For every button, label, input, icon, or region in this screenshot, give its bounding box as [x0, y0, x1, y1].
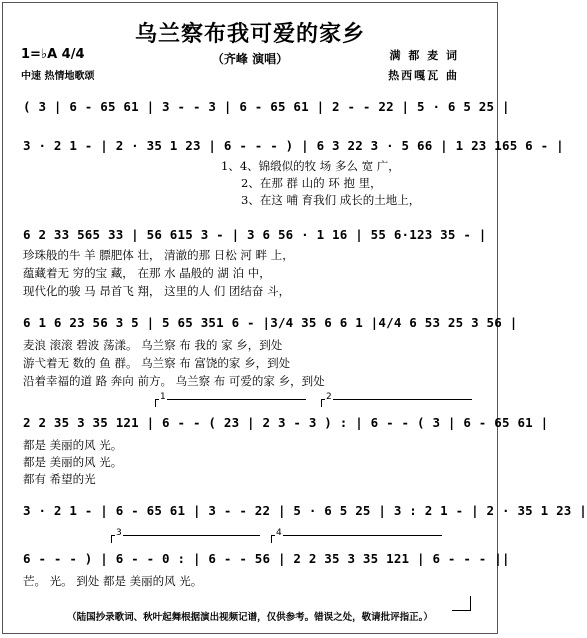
- lyric-line: 都是 美丽的风 光。: [23, 455, 123, 469]
- corner-mark: [452, 596, 471, 611]
- singer-credit: （齐峰 演唱）: [211, 52, 289, 66]
- composer-credit: 热西嘎瓦 曲: [388, 69, 459, 82]
- footnote: （陆国抄录歌词、秋叶起舞根据演出视频记谱，仅供参考。错误之处，敬请批评指正。）: [67, 612, 433, 623]
- volta-bracket: 2: [321, 399, 472, 407]
- lyric-line: 芒。 光。 到处 都是 美丽的风 光。: [23, 574, 203, 588]
- lyric-line: 游弋着无 数的 鱼 群。 乌兰察 布 富饶的家 乡，到处: [23, 356, 291, 370]
- lyric-line: 2、在那 群 山的 环 抱 里，: [241, 176, 382, 190]
- tempo-marking: 中速 热情地歌颂: [21, 71, 95, 82]
- staff-line-7: 6 - - - ) | 6 - - 0 : | 6 - - 56 | 2 2 35 3 35 121 | 6 - - - ||: [23, 551, 510, 566]
- staff-line-1: ( 3 | 6 - 65 61 | 3 - - 3 | 6 - 65 61 | 2 - - 22 | 5 · 6 5 25 |: [23, 99, 510, 114]
- staff-line-5: 2 2 35 3 35 121 | 6 - - ( 23 | 2 3 - 3 ) : | 6 - - ( 3 | 6 - 65 61 |: [23, 415, 549, 430]
- lyric-line: 现代化的骏 马 昂首飞 翔， 这里的人 们 团结奋 斗，: [23, 284, 291, 298]
- lyric-line: 沿着幸福的道 路 奔向 前方。 乌兰察 布 可爱的家 乡，到处: [23, 374, 325, 388]
- lyric-line: 麦浪 滚滚 碧波 荡漾。 乌兰察 布 我的 家 乡，到处: [23, 338, 283, 352]
- lyric-line: 1、4、锦缎似的牧 场 多么 宽 广，: [221, 159, 400, 173]
- lyric-line: 都是 美丽的风 光。: [23, 438, 123, 452]
- staff-line-3: 6 2 33 565 33 | 56 615 3 - | 3 6 56 · 1 16 | 55 6·123 35 - |: [23, 227, 487, 242]
- lyric-line: 3、在这 哺 育我们 成长的土地上，: [241, 193, 421, 207]
- staff-line-4: 6 1 6 23 56 3 5 | 5 65 351 6 - |3/4 35 6 6 1 |4/4 6 53 25 3 56 |: [23, 315, 518, 330]
- song-title: 乌兰察布我可爱的家乡: [134, 22, 365, 47]
- volta-bracket: 1: [155, 399, 306, 407]
- lyric-line: 蕴藏着无 穷的宝 藏， 在那 水 晶般的 湖 泊 中，: [23, 266, 271, 280]
- score-page: [2, 2, 587, 634]
- staff-line-6: 3 · 2 1 - | 6 - 65 61 | 3 - - 22 | 5 · 6 5 25 | 3 : 2 1 - | 2 · 35 1 23 |: [23, 503, 587, 518]
- volta-bracket: 3: [111, 535, 260, 543]
- lyric-line: 都有 希望的光: [23, 472, 96, 486]
- lyricist-credit: 满 都 麦 词: [389, 49, 459, 62]
- staff-line-2: 3 · 2 1 - | 2 · 35 1 23 | 6 - - - ) | 6 3 22 3 · 5 66 | 1 23 165 6 - |: [23, 138, 564, 153]
- lyric-line: 珍珠般的牛 羊 膘肥体 壮， 清澈的那 日松 河 畔 上，: [23, 248, 294, 262]
- key-signature: 1=♭A 4/4: [21, 47, 85, 62]
- volta-bracket: 4: [271, 535, 442, 543]
